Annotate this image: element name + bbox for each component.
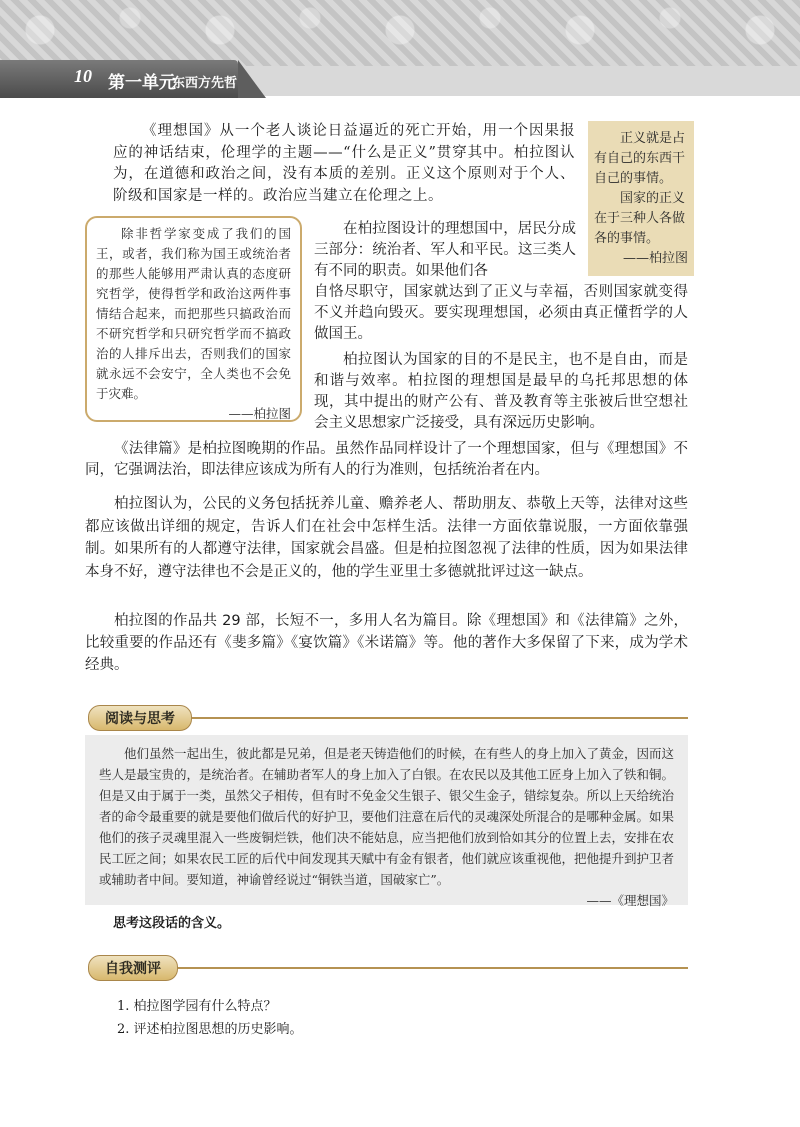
quote-line-2: 国家的正义在于三种人各做各的事情。: [594, 191, 686, 246]
reading-excerpt-text: 他们虽然一起出生，彼此都是兄弟，但是老天铸造他们的时候，在有些人的身上加入了黄金，因而这些人是最宝贵的，是统治者。在辅助者军人的身上加入了白银。在农民以及其他工匠身上加入了铁和铜。但是又由于属于一类，虽然父子相传，但有时不免金父生银子、银父生金子，错综复杂。所以上天给统治者的命令最重要的就是要他们做后代的好护卫，要他们注意在后代的灵魂深处所混合的是哪种金属。如果他们的孩子灵魂里混入一些废铜烂铁，他们决不能姑息，应当把他们放到恰如其分的位置上去，安排在农民工匠之间；如果农民工匠的后代中间发现其天赋中有金有银者，他们就应该重视他，把他提升到护卫者或辅助者中间。要知道，神谕曾经说过“铜铁当道，国破家亡”。: [99, 746, 675, 887]
reading-excerpt-attribution: ——《理想国》: [586, 893, 674, 908]
question-2: 2. 评述柏拉图思想的历史影响。: [117, 1022, 303, 1037]
reading-banner-rule: [192, 717, 688, 719]
paragraph-2-part-b: 自恪尽职守，国家就达到了正义与幸福，否则国家就变得不义并趋向毁灭。要实现理想国，必须由真正懂哲学的人做国王。: [314, 284, 688, 342]
quote-attribution: ——柏拉图: [622, 251, 688, 266]
paragraph-5: 柏拉图认为，公民的义务包括抚养儿童、赡养老人、帮助朋友、恭敬上天等，法律对这些都应该做出详细的规定，告诉人们在社会中怎样生活。法律一方面依靠说服，一方面依靠强制。如果所有的人都遵守法律，国家就会昌盛。但是柏拉图忽视了法律的性质，因为如果法律本身不好，遵守法律也不会是正义的，他的学生亚里士多德就批评过这一缺点。: [85, 496, 688, 580]
self-test-banner-label: 自我测评: [105, 961, 161, 977]
paragraph-3: 柏拉图认为国家的目的不是民主，也不是自由，而是和谐与效率。柏拉图的理想国是最早的乌托邦思想的体现，其中提出的财产公有、普及教育等主张被后世空想社会主义思想家广泛接受，具有深远历史影响。: [314, 352, 688, 431]
reading-banner-label: 阅读与思考: [105, 711, 175, 727]
reading-banner-badge: [88, 705, 192, 731]
reading-banner: [88, 706, 688, 730]
reading-prompt: 思考这段话的含义。: [113, 916, 231, 931]
quote-left-attribution: ——柏拉图: [228, 406, 291, 421]
sidebar-quote-right: [588, 121, 694, 276]
paragraph-2-part-a: 在柏拉图设计的理想国中，居民分成三部分：统治者、军人和平民。这三类人有不同的职责。如果他们各: [314, 221, 576, 279]
question-1: 1. 柏拉图学园有什么特点？: [117, 999, 277, 1014]
self-test-banner-badge: [88, 955, 178, 981]
paragraph-4: 《法律篇》是柏拉图晚期的作品。虽然作品同样设计了一个理想国家，但与《理想国》不同，它强调法治，即法律应该成为所有人的行为准则，包括统治者在内。: [85, 441, 688, 478]
self-test-banner-rule: [178, 967, 688, 969]
reading-excerpt-box: [85, 735, 688, 908]
self-test-banner: [88, 956, 688, 980]
unit-title: 东西方先哲: [172, 76, 238, 91]
paragraph-1: 《理想国》从一个老人谈论日益逼近的死亡开始，用一个因果报应的神话结束，伦理学的主题——“什么是正义”贯穿其中。柏拉图认为，在道德和政治之间，没有本质的差别。正义这个原则对于个人、阶级和国家是一样的。政治应当建立在伦理之上。: [113, 123, 575, 204]
unit-label: 第一单元: [108, 73, 176, 93]
header-pattern-band: [0, 0, 800, 66]
quote-left-text: 除非哲学家变成了我们的国王，或者，我们称为国王或统治者的那些人能够用严肃认真的态度研究哲学，使得哲学和政治这两件事情结合起来，而把那些只搞政治而不研究哲学和只研究哲学而不搞政治的人排斥出去，否则我们的国家就永远不会安宁，全人类也不会免于灾难。: [96, 226, 291, 401]
quote-line-1: 正义就是占有自己的东西干自己的事情。: [594, 131, 686, 186]
page-number: 10: [74, 66, 92, 86]
paragraph-6: 柏拉图的作品共 29 部，长短不一，多用人名为篇目。除《理想国》和《法律篇》之外，比较重要的作品还有《斐多篇》《宴饮篇》《米诺篇》等。他的著作大多保留了下来，成为学术经典。: [85, 613, 688, 673]
sidebar-quote-left: [85, 216, 302, 422]
